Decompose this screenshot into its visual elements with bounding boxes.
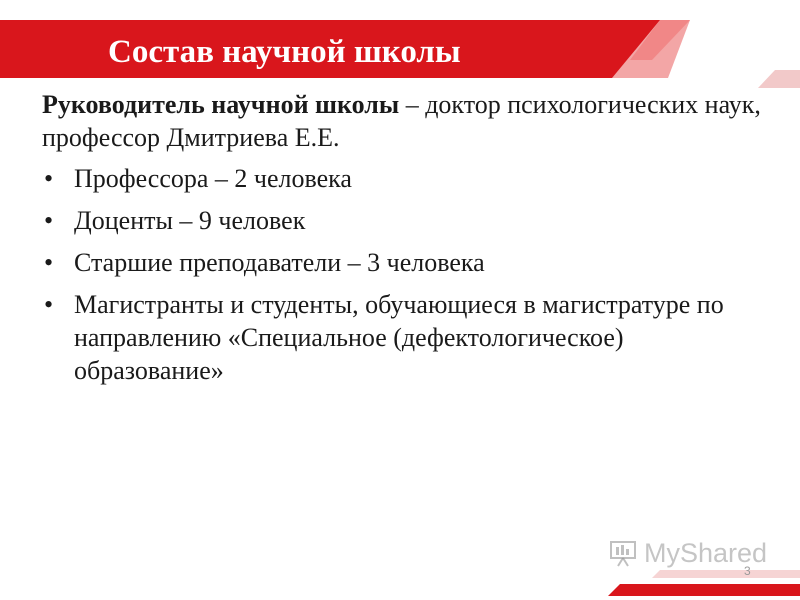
list-item (42, 204, 762, 237)
corner-light-stripe (758, 70, 800, 88)
page-number: 3 (744, 564, 751, 578)
slide-body (42, 88, 762, 396)
lead-rest-text: – доктор психологических наук, профессор Дмитриева Е.Е. (42, 90, 761, 152)
list-item-text: Доценты – 9 человек (74, 206, 306, 235)
bullet-marker: • (44, 290, 54, 319)
list-item (42, 162, 762, 195)
lead-bold-text: Руководитель научной школы (42, 90, 400, 119)
list-item-text: Старшие преподаватели – 3 человека (74, 248, 485, 277)
slide-title: Состав научной школы (108, 34, 461, 70)
presentation-board-icon (608, 538, 638, 568)
bullet-list (42, 162, 762, 387)
bullet-marker: • (44, 248, 54, 277)
lead-paragraph (42, 88, 762, 154)
footer-light-stripe (652, 570, 800, 578)
list-item (42, 246, 762, 279)
bullet-marker: • (44, 206, 54, 235)
list-item (42, 288, 762, 387)
list-item-text: Профессора – 2 человека (74, 164, 352, 193)
watermark-text: MyShared (644, 537, 768, 568)
footer-red-stripe (608, 584, 800, 596)
bullet-marker: • (44, 164, 54, 193)
list-item-text: Магистранты и студенты, обучающиеся в магистратуре по направлению «Специальное (дефектологическое) образование» (74, 290, 724, 385)
